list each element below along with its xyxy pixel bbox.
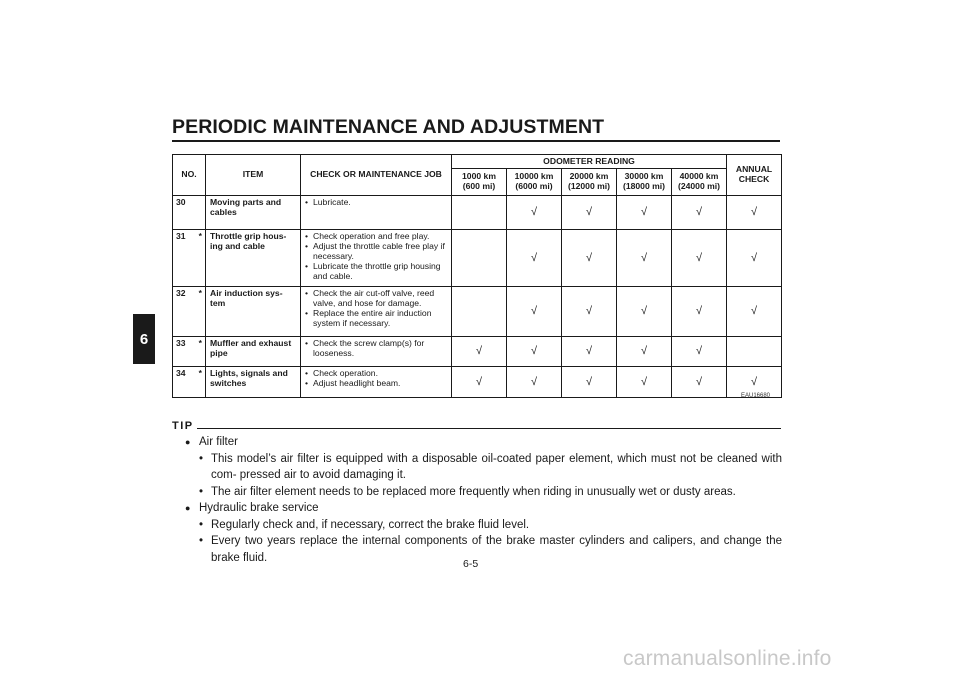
- check-mark-icon: √: [475, 345, 483, 358]
- dealer-service-marker: *: [196, 367, 206, 398]
- chapter-tab: 6: [133, 314, 155, 364]
- header-no: NO.: [173, 155, 206, 196]
- check-mark-icon: √: [695, 375, 703, 388]
- bullet-dot-icon: ●: [185, 437, 191, 447]
- check-cell: [617, 196, 672, 230]
- check-mark-icon: √: [475, 375, 483, 388]
- row-number: 32: [173, 287, 196, 337]
- check-cell: [617, 287, 672, 337]
- check-cell: [672, 196, 727, 230]
- check-mark-icon: √: [695, 251, 703, 264]
- check-mark-icon: √: [530, 251, 538, 264]
- table-row: [173, 367, 782, 398]
- check-mark-icon: √: [585, 206, 593, 219]
- dealer-service-marker: *: [196, 337, 206, 367]
- job-item: • Check the screw clamp(s) for looseness.: [305, 339, 447, 359]
- table-body: [173, 196, 782, 398]
- row-number: 33: [173, 337, 196, 367]
- page-title: PERIODIC MAINTENANCE AND ADJUSTMENT: [172, 116, 605, 138]
- dealer-service-marker: [196, 196, 206, 230]
- header-mi-value: (6000 mi): [515, 181, 553, 191]
- job-item: • Lubricate the throttle grip housing and cable.: [305, 262, 447, 282]
- check-mark-icon: √: [750, 206, 758, 219]
- row-job: [301, 367, 452, 398]
- tip-heading-row: [185, 500, 782, 517]
- check-cell: [507, 230, 562, 287]
- check-mark-icon: √: [640, 375, 648, 388]
- tip-item-text: Regularly check and, if necessary, correct the brake fluid level.: [211, 518, 530, 531]
- bullet-icon: •: [199, 535, 204, 547]
- tip-heading-row: [185, 434, 782, 451]
- tip-item: [185, 451, 782, 484]
- header-mi-value: (24000 mi): [677, 181, 721, 191]
- check-mark-icon: √: [750, 251, 758, 264]
- tip-item-text: This model’s air filter is equipped with a disposable oil-coated paper element, which must not be cleaned with com- pressed air to avoid damaging it.: [211, 452, 782, 481]
- header-km-value: 20000 km: [569, 171, 609, 182]
- check-cell: [727, 230, 782, 287]
- tip-label: TIP: [172, 420, 194, 432]
- tip-heading: Hydraulic brake service: [199, 502, 319, 514]
- check-mark-icon: √: [585, 305, 593, 318]
- check-cell: [562, 196, 617, 230]
- check-cell: [727, 196, 782, 230]
- dealer-service-marker: *: [196, 287, 206, 337]
- check-cell: [617, 230, 672, 287]
- check-mark-icon: √: [750, 305, 758, 318]
- table-row: [173, 230, 782, 287]
- bullet-dot-icon: ●: [185, 503, 191, 513]
- tip-item-text: The air filter element needs to be replaced more frequently when riding in unusually wet or dusty areas.: [211, 485, 736, 498]
- tip-heading: Air filter: [199, 436, 238, 448]
- table-row: [173, 287, 782, 337]
- check-cell: [452, 337, 507, 367]
- header-job: CHECK OR MAINTENANCE JOB: [301, 155, 452, 196]
- check-mark-icon: √: [695, 345, 703, 358]
- check-mark-icon: √: [585, 375, 593, 388]
- row-item: Throttle grip hous- ing and cable: [206, 230, 301, 287]
- check-cell: [452, 230, 507, 287]
- bullet-icon: •: [199, 452, 204, 465]
- tip-item: [185, 533, 782, 566]
- header-odometer-col: [452, 169, 507, 196]
- header-item: ITEM: [206, 155, 301, 196]
- check-cell: [452, 196, 507, 230]
- header-km-value: 10000 km: [514, 171, 554, 182]
- row-number: 31: [173, 230, 196, 287]
- job-item: • Check the air cut-off valve, reed valve, and hose for damage.: [305, 289, 447, 309]
- check-mark-icon: √: [530, 206, 538, 219]
- header-km-value: 1000 km: [462, 171, 496, 182]
- row-item: Moving parts and cables: [206, 196, 301, 230]
- job-item: • Lubricate.: [305, 198, 447, 208]
- tip-section: [185, 500, 782, 566]
- check-cell: [507, 367, 562, 398]
- check-mark-icon: √: [530, 345, 538, 358]
- title-rule: [172, 140, 780, 142]
- header-odometer-col: [617, 169, 672, 196]
- check-cell: [617, 337, 672, 367]
- check-cell: [727, 287, 782, 337]
- header-odometer-col: [507, 169, 562, 196]
- job-item: • Check operation and free play.: [305, 232, 447, 242]
- check-mark-icon: √: [640, 345, 648, 358]
- row-number: 30: [173, 196, 196, 230]
- tip-item-text: Every two years replace the internal components of the brake master cylinders and calipers, and change the brake fluid.: [211, 535, 782, 564]
- header-annual: ANNUAL CHECK: [727, 155, 782, 196]
- check-mark-icon: √: [530, 375, 538, 388]
- row-number: 34: [173, 367, 196, 398]
- check-cell: [507, 337, 562, 367]
- tip-item: [185, 517, 782, 534]
- check-mark-icon: √: [750, 375, 758, 388]
- check-mark-icon: √: [585, 251, 593, 264]
- check-cell: [507, 287, 562, 337]
- header-mi-value: (18000 mi): [622, 181, 666, 191]
- maintenance-table: [172, 154, 782, 398]
- check-mark-icon: √: [640, 206, 648, 219]
- check-mark-icon: √: [585, 345, 593, 358]
- check-cell: [452, 287, 507, 337]
- row-job: [301, 287, 452, 337]
- check-mark-icon: √: [695, 305, 703, 318]
- page-number: 6-5: [463, 558, 479, 570]
- table-row: [173, 337, 782, 367]
- check-cell: [672, 337, 727, 367]
- tip-item: [185, 484, 782, 501]
- check-mark-icon: √: [695, 206, 703, 219]
- row-item: Muffler and exhaust pipe: [206, 337, 301, 367]
- check-cell: [507, 196, 562, 230]
- check-mark-icon: √: [640, 305, 648, 318]
- header-odometer: ODOMETER READING: [452, 155, 727, 169]
- header-odometer-col: [562, 169, 617, 196]
- check-cell: [672, 367, 727, 398]
- check-mark-icon: √: [530, 305, 538, 318]
- document-code: EAU16680: [741, 393, 771, 399]
- check-cell: [617, 367, 672, 398]
- check-cell: [562, 337, 617, 367]
- row-item: Air induction sys- tem: [206, 287, 301, 337]
- job-item: • Adjust headlight beam.: [305, 379, 447, 389]
- header-km-value: 30000 km: [624, 171, 664, 182]
- row-job: [301, 196, 452, 230]
- check-cell: [562, 287, 617, 337]
- tip-body: [185, 434, 782, 566]
- header-km-value: 40000 km: [679, 171, 719, 182]
- check-mark-icon: √: [640, 251, 648, 264]
- check-cell: [452, 367, 507, 398]
- header-mi-value: (600 mi): [462, 181, 496, 191]
- table-header: [173, 155, 782, 196]
- tip-section: [185, 434, 782, 500]
- watermark: carmanualsonline.info: [623, 647, 832, 670]
- check-cell: [727, 337, 782, 367]
- bullet-icon: •: [199, 485, 204, 498]
- bullet-icon: •: [199, 518, 204, 531]
- header-mi-value: (12000 mi): [567, 181, 611, 191]
- job-item: • Check operation.: [305, 369, 447, 379]
- tip-rule: [197, 428, 781, 429]
- check-cell: [672, 287, 727, 337]
- row-job: [301, 337, 452, 367]
- check-cell: [562, 367, 617, 398]
- job-item: • Adjust the throttle cable free play if necessary.: [305, 242, 447, 262]
- check-cell: [562, 230, 617, 287]
- dealer-service-marker: *: [196, 230, 206, 287]
- table-row: [173, 196, 782, 230]
- check-cell: [672, 230, 727, 287]
- row-item: Lights, signals and switches: [206, 367, 301, 398]
- job-item: • Replace the entire air induction system if necessary.: [305, 309, 447, 329]
- row-job: [301, 230, 452, 287]
- header-odometer-col: [672, 169, 727, 196]
